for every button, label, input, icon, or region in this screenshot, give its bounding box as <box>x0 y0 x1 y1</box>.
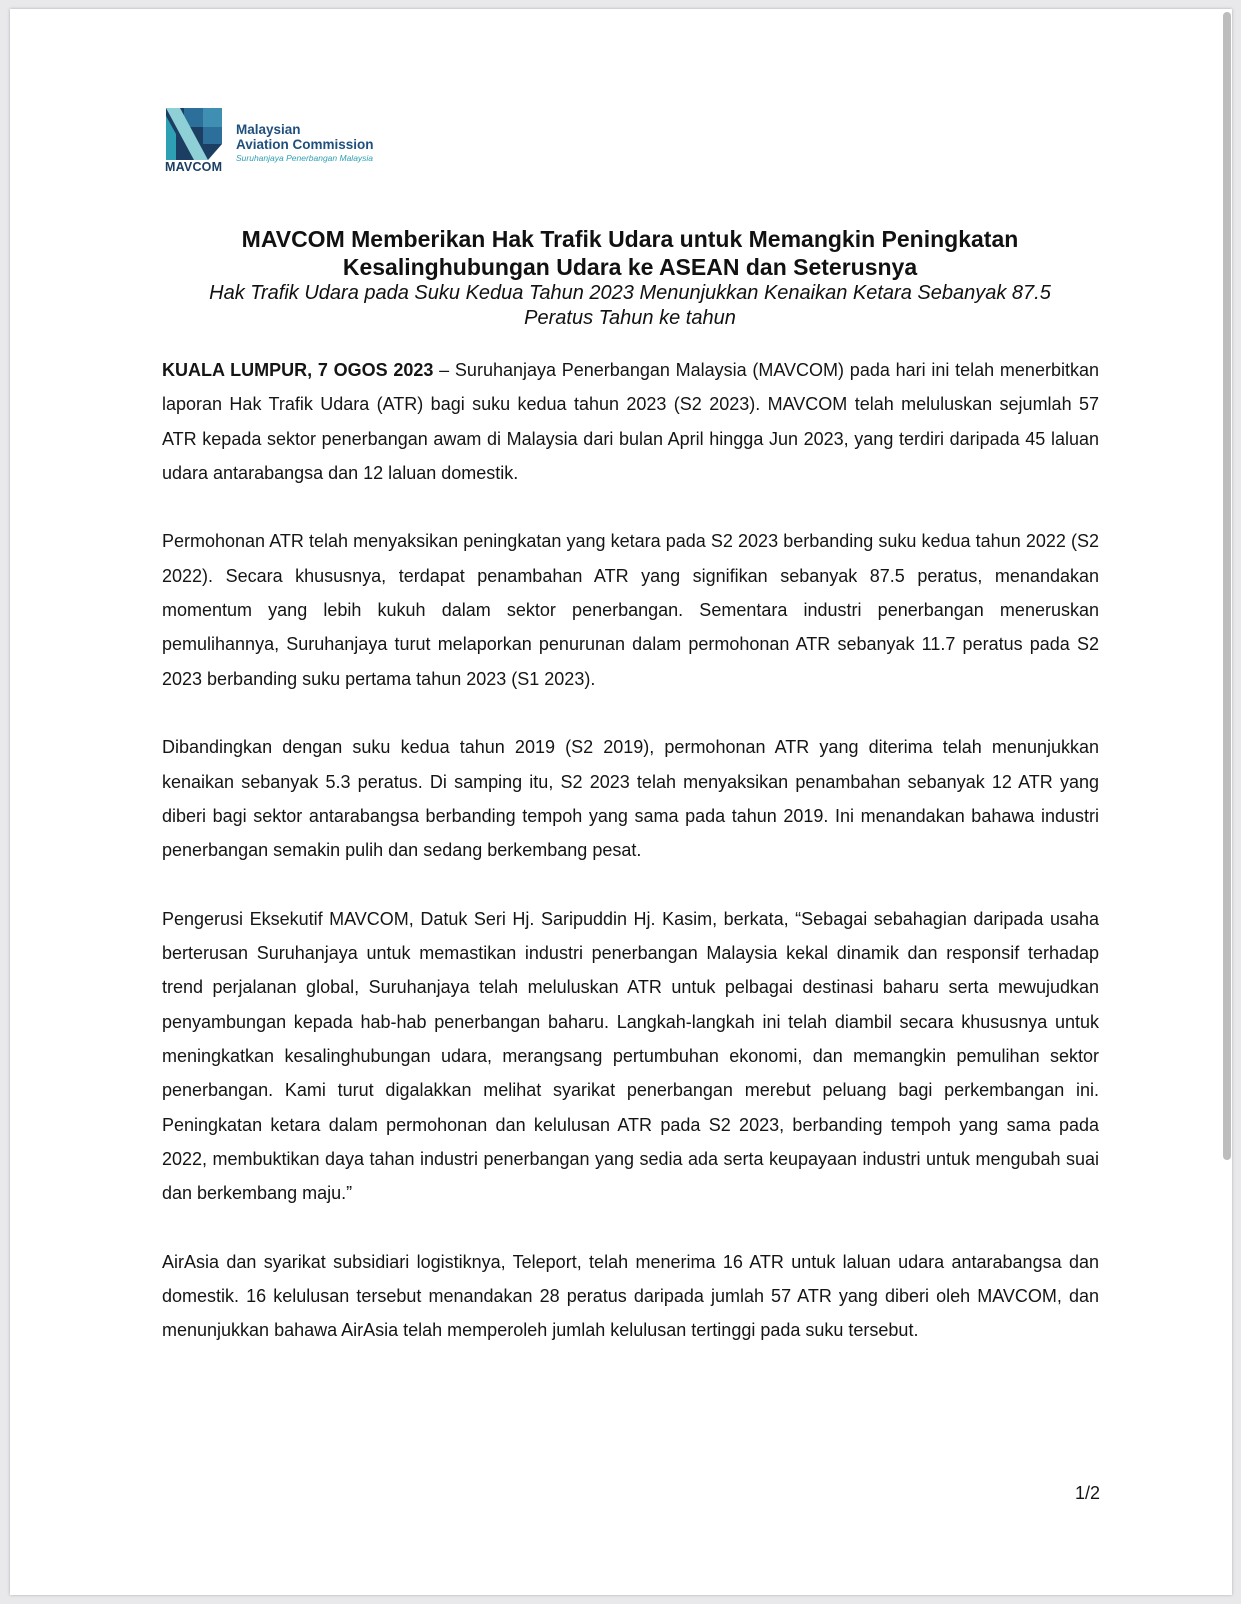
paragraph-1 <box>162 353 1099 490</box>
mavcom-logo <box>158 97 398 177</box>
press-release-heading <box>160 225 1100 331</box>
logo-organization-name <box>236 122 374 152</box>
dateline: KUALA LUMPUR, 7 OGOS 2023 <box>162 360 434 380</box>
page-subtitle <box>160 281 1100 331</box>
subtitle-line1: Hak Trafik Udara pada Suku Kedua Tahun 2023 Menunjukkan Kenaikan Ketara Sebanyak 87.5 <box>209 282 1051 304</box>
paragraph-2: Permohonan ATR telah menyaksikan peningkatan yang ketara pada S2 2023 berbanding suku kedua tahun 2022 (S2 2022). Secara khususnya, terdapat penambahan ATR yang signifikan sebanyak 87.5 peratus, menandakan momentum yang lebih kukuh dalam sektor penerbangan. Sementara industri penerbangan meneruskan pemulihannya, Suruhanjaya turut melaporkan penurunan dalam permohonan ATR sebanyak 11.7 peratus pada S2 2023 berbanding suku pertama tahun 2023 (S1 2023). <box>162 531 1099 689</box>
logo-abbreviation: MAVCOM <box>165 160 223 174</box>
page-number: 1/2 <box>1074 1483 1100 1503</box>
document-page <box>10 9 1232 1595</box>
paragraph-3: Dibandingkan dengan suku kedua tahun 2019 (S2 2019), permohonan ATR yang diterima telah menunjukkan kenaikan sebanyak 5.3 peratus. Di samping itu, S2 2023 telah menyaksikan penambahan sebanyak 12 ATR yang diberi bagi sektor antarabangsa berbanding tempoh yang sama pada tahun 2019. Ini menandakan bahawa industri penerbangan semakin pulih dan sedang berkembang pesat. <box>162 737 1099 861</box>
logo-name-line2: Aviation Commission <box>236 137 374 152</box>
paragraph-4: Pengerusi Eksekutif MAVCOM, Datuk Seri Hj. Saripuddin Hj. Kasim, berkata, “Sebagai sebahagian daripada usaha berterusan Suruhanjaya untuk memastikan industri penerbangan Malaysia kekal dinamik dan responsif terhadap trend perjalanan global, Suruhanjaya telah meluluskan ATR untuk pelbagai destinasi baharu serta mewujudkan penyambungan kepada hab-hab penerbangan baharu. Langkah-langkah ini telah diambil secara khususnya untuk meningkatkan kesalinghubungan udara, merangsang pertumbuhan ekonomi, dan memangkin pemulihan sektor penerbangan. Kami turut digalakkan melihat syarikat penerbangan merebut peluang bagi perkembangan ini. Peningkatan ketara dalam permohonan dan kelulusan ATR pada S2 2023, berbanding tempoh yang sama pada 2022, membuktikan daya tahan industri penerbangan yang sedia ada serta keupayaan industri untuk mengubah suai dan berkembang maju.” <box>162 908 1099 1204</box>
page-title <box>160 225 1100 281</box>
vertical-scrollbar[interactable] <box>1223 12 1231 1160</box>
subtitle-line2: Peratus Tahun ke tahun <box>524 307 736 329</box>
paragraph-5: AirAsia dan syarikat subsidiari logistiknya, Teleport, telah menerima 16 ATR untuk laluan udara antarabangsa dan domestik. 16 kelulusan tersebut menandakan 28 peratus daripada jumlah 57 ATR yang diberi oleh MAVCOM, dan menunjukkan bahawa AirAsia telah memperoleh jumlah kelulusan tertinggi pada suku tersebut. <box>162 1251 1099 1341</box>
title-line2: Kesalinghubungan Udara ke ASEAN dan Seterusnya <box>342 254 918 280</box>
press-release-body <box>162 353 1099 1382</box>
mavcom-logo-mark-icon <box>166 108 222 160</box>
logo-subtitle: Suruhanjaya Penerbangan Malaysia <box>236 153 374 163</box>
logo-name-line1: Malaysian <box>236 122 301 137</box>
paragraph-1-text: – Suruhanjaya Penerbangan Malaysia (MAVCOM) pada hari ini telah menerbitkan laporan Hak Trafik Udara (ATR) bagi suku kedua tahun 2023 (S2 2023). MAVCOM telah meluluskan sejumlah 57 ATR kepada sektor penerbangan awam di Malaysia dari bulan April hingga Jun 2023, yang terdiri daripada 45 laluan udara antarabangsa dan 12 laluan domestik. <box>162 360 1099 483</box>
title-line1: MAVCOM Memberikan Hak Trafik Udara untuk Memangkin Peningkatan <box>241 226 1019 252</box>
